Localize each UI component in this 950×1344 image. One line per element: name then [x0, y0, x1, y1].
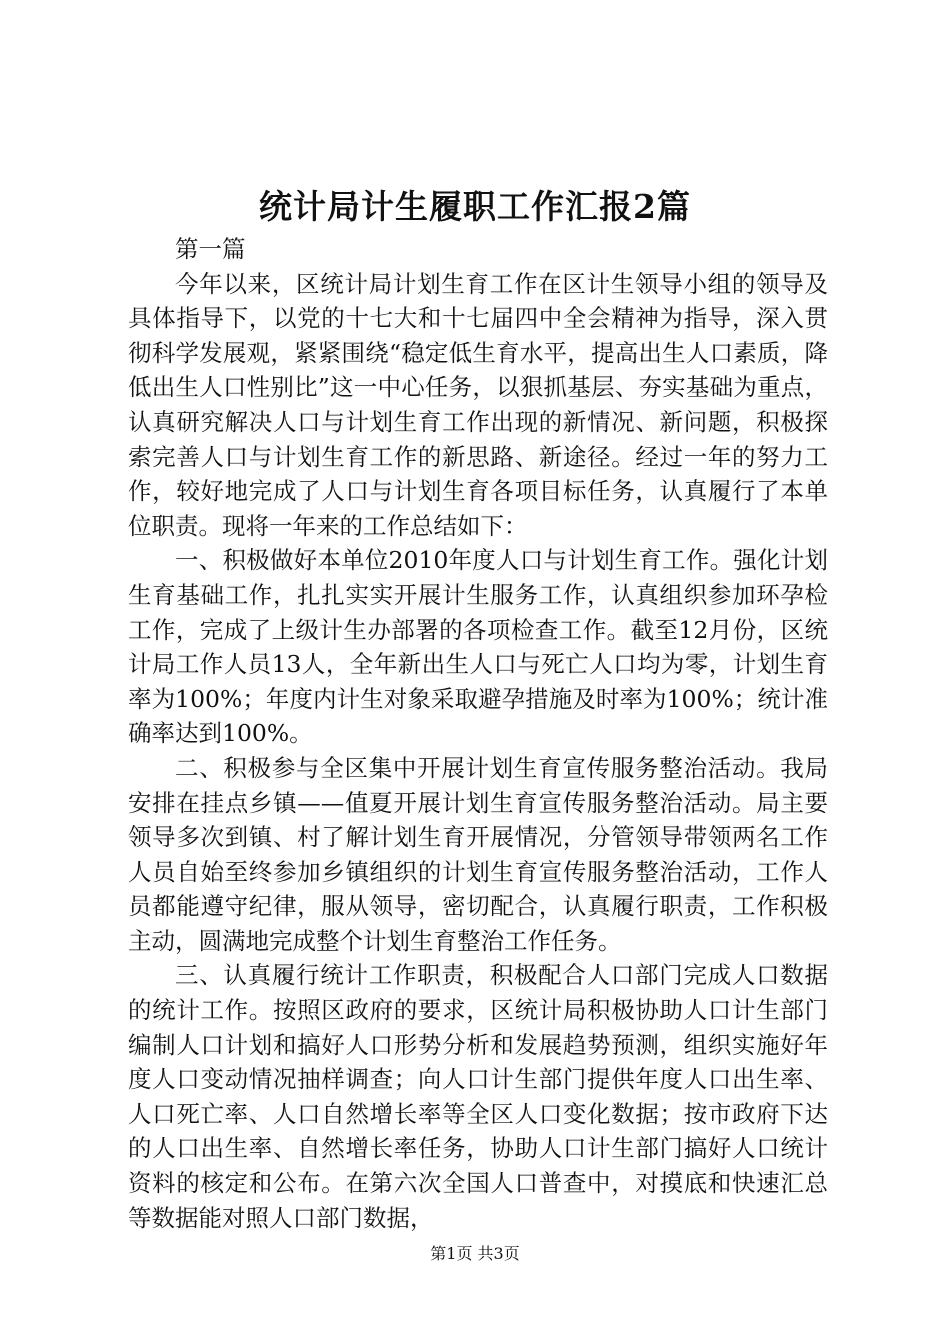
- section-heading: 第一篇: [175, 235, 246, 263]
- page-footer: 第1页 共3页: [430, 1244, 520, 1263]
- body-paragraph: 一、积极做好本单位2010年度人口与计划生育工作。强化计划生育基础工作，扎扎实实开展计生服务工作，认真组织参加环孕检工作，完成了上级计生办部署的各项检查工作。截至12月份，区统计局工作人员13人，全年新出生人口与死亡人口均为零，计划生育率为100%；年度内计生对象采取避孕措施及时率为100%；统计准确率达到100%。: [128, 546, 828, 748]
- body-paragraph: 二、积极参与全区集中开展计划生育宣传服务整治活动。我局安排在挂点乡镇——值夏开展计划生育宣传服务整治活动。局主要领导多次到镇、村了解计划生育开展情况，分管领导带领两名工作人员自始至终参加乡镇组织的计划生育宣传服务整治活动，工作人员都能遵守纪律，服从领导，密切配合，认真履行职责，工作积极主动，圆满地完成整个计划生育整治工作任务。: [128, 753, 828, 955]
- document-body: [128, 232, 828, 1235]
- body-paragraph: 今年以来，区统计局计划生育工作在区计生领导小组的领导及具体指导下，以党的十七大和十七届四中全会精神为指导，深入贯彻科学发展观，紧紧围绕“稳定低生育水平，提高出生人口素质，降低出生人口性别比”这一中心任务，以狠抓基层、夯实基础为重点，认真研究解决人口与计划生育工作出现的新情况、新问题，积极探索完善人口与计划生育工作的新思路、新途径。经过一年的努力工作，较好地完成了人口与计划生育各项目标任务，认真履行了本单位职责。现将一年来的工作总结如下：: [128, 269, 828, 540]
- document-title: 统计局计生履职工作汇报2篇: [259, 187, 691, 226]
- body-paragraph: 三、认真履行统计工作职责，积极配合人口部门完成人口数据的统计工作。按照区政府的要求，区统计局积极协助人口计生部门编制人口计划和搞好人口形势分析和发展趋势预测，组织实施好年度人口变动情况抽样调查；向人口计生部门提供年度人口出生率、人口死亡率、人口自然增长率等全区人口变化数据；按市政府下达的人口出生率、自然增长率任务，协助人口计生部门搞好人口统计资料的核定和公布。在第六次全国人口普查中，对摸底和快速汇总等数据能对照人口部门数据，: [128, 961, 828, 1232]
